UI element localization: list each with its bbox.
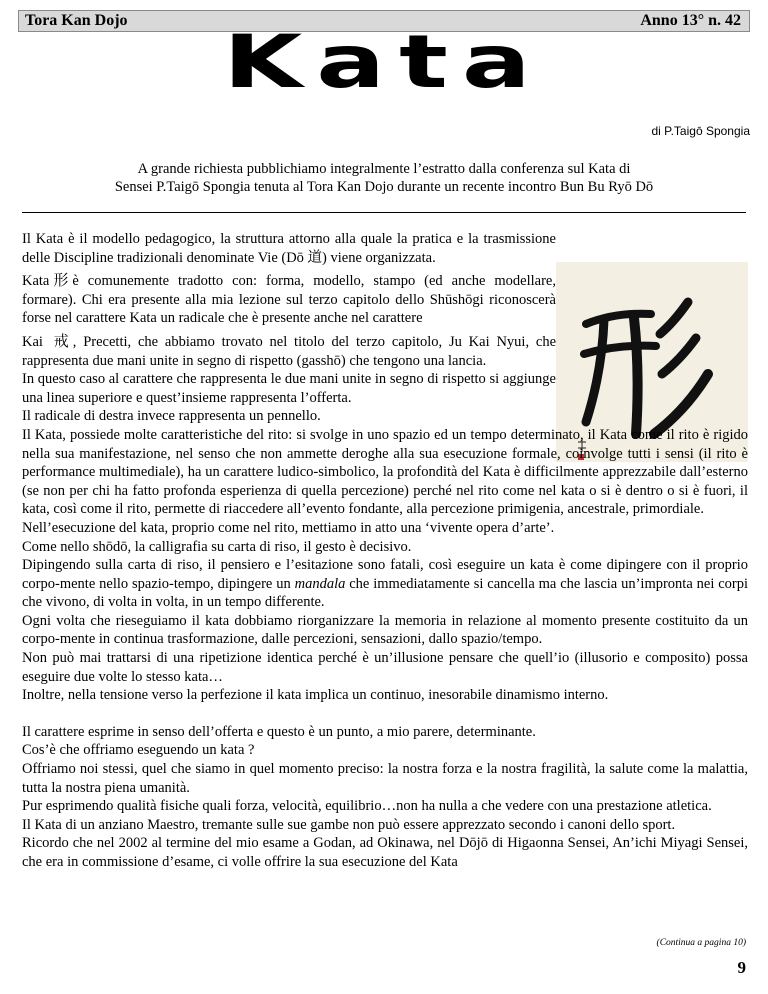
paragraph-15: Offriamo noi stessi, quel che siamo in quel momento preciso: la nostra forza e la nostra fragilità, la salute come la malattia, tutta la nostra piena umanità. <box>22 761 748 796</box>
intro-line-2: Sensei P.Taigō Spongia tenuta al Tora Kan Dojo durante un recente incontro Bun Bu Ryō Dō <box>114 179 654 195</box>
header-dojo-name: Tora Kan Dojo <box>25 12 128 29</box>
article-body <box>22 230 748 872</box>
paragraph-1: Il Kata è il modello pedagogico, la struttura attorno alla quale la pratica e la trasmissione delle Discipline tradizionali denominate Vie (Dō 道) viene organizzata. <box>22 231 556 266</box>
mandala-term: mandala <box>294 575 346 592</box>
article-title: Kata <box>223 19 545 106</box>
intro-line-1: A grande richiesta pubblichiamo integralmente l’estratto dalla conferenza sul Kata di <box>137 161 631 177</box>
section-divider <box>22 212 746 213</box>
page-number: 9 <box>737 958 746 977</box>
paragraph-2 <box>22 271 556 328</box>
paragraph-7: Nell’esecuzione del kata, proprio come nel rito, mettiamo in atto una ‘vivente opera d’arte’. <box>22 519 555 536</box>
paragraph-3-text: , Precetti, che abbiamo trovato nel titolo del terzo capitolo, Ju Kai Nyui, che rappresenta due mani unite in segno di rispetto (gasshō) che tengono una lancia. <box>22 333 557 369</box>
paragraph-6: Il Kata, possiede molte caratteristiche del rito: si svolge in uno spazio ed un tempo determinato, il Kata come il rito è rigido nella sua manifestazione, nel senso che non ammette deroghe alla sua esecuzione formale, coinvolge tutti i sensi (il rito è performance multimediale), ha un carattere ludico-simbolico, la profondità del Kata è difficilmente apprezzabile dall’esterno (se non per chi ha fatto profonda esperienza di quella percezione) perché nel rito come nel kata o si è dentro o si è fuori, il kata, così come il rito, permette di riaccedere all’evento fondante, alla percezione primigenia, ancestrale, primordiale. <box>22 426 748 518</box>
paragraph-9 <box>22 556 748 612</box>
paragraph-5: Il radicale di destra invece rappresenta un pennello. <box>22 408 321 425</box>
paragraph-2-text: è comunemente tradotto con: forma, modello, stampo (ed anche modellare, formare). Chi era presente alla mia lezione sul terzo capitolo dello Shūshōgi riconoscerà forse nel carattere Kata un radicale che è presente anche nel carattere <box>22 273 556 327</box>
paragraph-18: Ricordo che nel 2002 al termine del mio esame a Godan, ad Okinawa, nel Dōjō di Higaonna Sensei, An’ichi Miyagi Sensei, che era in commissione d’esame, ci volle offrire la sua esecuzione del Kata <box>22 835 748 870</box>
paragraph-11: Non può mai trattarsi di una ripetizione identica perché è un’illusione pensare che quell’io (illusorio e composito) possa eseguire due volte lo stesso kata… <box>22 650 748 685</box>
paragraph-16: Pur esprimendo qualità fisiche quali forza, velocità, equilibrio…non ha nulla a che vedere con una prestazione atletica. <box>22 798 712 815</box>
paragraph-12: Inoltre, nella tensione verso la perfezione il kata implica un continuo, inesorabile dinamismo interno. <box>22 687 609 704</box>
kai-word: Kai <box>22 333 43 350</box>
header-issue-number: Anno 13° n. 42 <box>640 12 741 29</box>
paragraph-9-text-b: che immediatamente si cancella ma che lascia un’impronta nei corpi che vivono, di volta in volta, in un tempo differente. <box>22 575 749 611</box>
paragraph-13: Il carattere esprime in senso dell’offerta e questo è un punto, a mio parere, determinante. <box>22 723 536 740</box>
paragraph-spacer <box>22 705 748 723</box>
paragraph-9-text-a: Dipingendo sulla carta di riso, il pensiero e l’esitazione sono fatali, così eseguire un kata è come dipingere con il proprio corpo-mente nello spazio-tempo, dipingere un <box>22 557 748 592</box>
paragraph-8: Come nello shōdō, la calligrafia su carta di riso, il gesto è decisivo. <box>22 538 412 555</box>
author-byline: di P.Taigō Spongia <box>651 124 750 138</box>
kata-word: Kata <box>22 273 50 290</box>
kai-character: 戒 <box>53 331 69 350</box>
kata-character: 形 <box>53 271 69 290</box>
intro-paragraph <box>20 160 748 196</box>
paragraph-3 <box>22 332 556 370</box>
paragraph-10: Ogni volta che rieseguiamo il kata dobbiamo riorganizzare la memoria in relazione al momento presente costituito da un corpo-mente in continua trasformazione, dalle percezioni, sensazioni, dallo spazio/tempo. <box>22 612 748 648</box>
paragraph-14: Cos’è che offriamo eseguendo un kata ? <box>22 742 255 759</box>
continued-note: (Continua a pagina 10) <box>656 938 746 948</box>
paragraph-17: Il Kata di un anziano Maestro, tremante sulle sue gambe non può essere apprezzato secondo i canoni dello sport. <box>22 816 676 833</box>
paragraph-4: In questo caso al carattere che rappresenta le due mani unite in segno di rispetto si aggiunge una linea superiore e quest’insieme rappresenta l’offerta. <box>22 371 556 406</box>
